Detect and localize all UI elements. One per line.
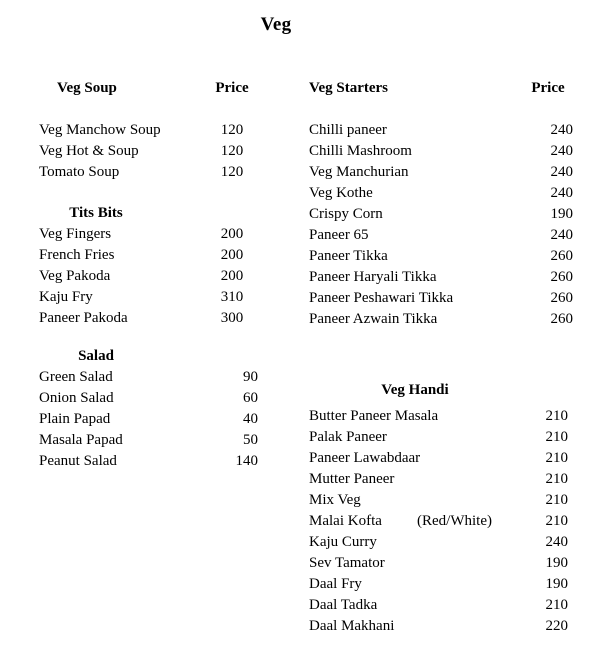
- menu-item-price: 210: [545, 429, 568, 445]
- menu-item-row: [300, 576, 600, 597]
- menu-item-row: [300, 534, 600, 555]
- menu-item-price: 200: [220, 247, 244, 263]
- section-heading-label: Veg Starters: [309, 80, 389, 96]
- section-heading-label: Salad: [78, 348, 114, 364]
- menu-item-name: Chilli paneer: [309, 122, 387, 138]
- menu-item-list: [0, 369, 300, 474]
- menu-item-note: (Red/White): [417, 513, 492, 529]
- menu-item-price: 240: [550, 185, 573, 201]
- menu-item-row: [300, 185, 600, 206]
- section-heading-tits-bits: [0, 205, 300, 226]
- menu-item-row: [0, 122, 300, 143]
- menu-item-price: 120: [220, 143, 244, 159]
- menu-item-price: 210: [545, 408, 568, 424]
- menu-item-price: 310: [220, 289, 244, 305]
- menu-item-list: [0, 122, 300, 185]
- menu-item-name: Mix Veg: [309, 492, 361, 508]
- menu-item-row: [300, 290, 600, 311]
- menu-item-name: Chilli Mashroom: [309, 143, 412, 159]
- menu-section-veg-starters: [300, 80, 600, 327]
- menu-item-price: 210: [545, 492, 568, 508]
- menu-item-row: [0, 289, 300, 310]
- menu-section-salad: [0, 348, 300, 469]
- menu-item-price: 190: [545, 555, 568, 571]
- menu-item-price: 140: [235, 453, 258, 469]
- menu-item-name: Daal Fry: [309, 576, 362, 592]
- menu-item-price: 240: [550, 227, 573, 243]
- menu-item-price: 210: [545, 471, 568, 487]
- menu-item-name: Paneer Haryali Tikka: [309, 269, 437, 285]
- menu-item-list: [0, 226, 300, 331]
- menu-item-price: 120: [220, 164, 244, 180]
- menu-item-price: 300: [220, 310, 244, 326]
- menu-item-row: [0, 268, 300, 289]
- menu-item-name: Green Salad: [39, 369, 113, 385]
- section-price-header: Price: [531, 80, 565, 96]
- section-heading-label: Veg Handi: [381, 382, 449, 398]
- menu-item-price: 260: [550, 248, 573, 264]
- section-price-header: Price: [215, 80, 249, 96]
- menu-item-row: [300, 143, 600, 164]
- menu-item-list: [300, 122, 600, 332]
- menu-item-row: [0, 411, 300, 432]
- menu-item-name: Veg Hot & Soup: [39, 143, 139, 159]
- menu-item-name: Butter Paneer Masala: [309, 408, 439, 424]
- menu-item-row: [0, 247, 300, 268]
- menu-item-price: 220: [545, 618, 568, 634]
- menu-item-price: 260: [550, 290, 573, 306]
- menu-item-row: [300, 492, 600, 513]
- menu-item-row: [300, 122, 600, 143]
- section-heading-label: Tits Bits: [69, 205, 123, 221]
- menu-item-row: [300, 555, 600, 576]
- menu-item-name: Crispy Corn: [309, 206, 383, 222]
- menu-item-price: 40: [243, 411, 258, 427]
- menu-item-name: Plain Papad: [39, 411, 111, 427]
- menu-item-row: [0, 164, 300, 185]
- menu-item-price: 50: [243, 432, 258, 448]
- menu-item-row: [300, 227, 600, 248]
- menu-item-name: Sev Tamator: [309, 555, 385, 571]
- menu-item-name: Veg Manchow Soup: [39, 122, 161, 138]
- menu-item-name: Kaju Curry: [309, 534, 377, 550]
- menu-item-price: 240: [550, 143, 573, 159]
- menu-section-veg-soup: [0, 80, 300, 180]
- menu-item-row: [0, 453, 300, 474]
- menu-item-price: 60: [243, 390, 258, 406]
- menu-item-name: Kaju Fry: [39, 289, 93, 305]
- menu-item-row: [300, 164, 600, 185]
- menu-item-price: 240: [545, 534, 568, 550]
- section-heading-veg-handi: [300, 382, 600, 403]
- menu-item-row: [300, 450, 600, 471]
- menu-item-row: [0, 390, 300, 411]
- menu-item-price: 210: [545, 450, 568, 466]
- menu-item-row: [300, 408, 600, 429]
- menu-item-price: 210: [545, 597, 568, 613]
- menu-item-row: [300, 206, 600, 227]
- menu-item-price: 190: [545, 576, 568, 592]
- menu-section-veg-handi: [300, 382, 600, 634]
- menu-item-price: 240: [550, 164, 573, 180]
- section-heading-veg-soup: [0, 80, 300, 101]
- menu-item-row: [0, 310, 300, 331]
- menu-item-name: Onion Salad: [39, 390, 114, 406]
- menu-item-name: Veg Fingers: [39, 226, 112, 242]
- menu-item-row: [300, 597, 600, 618]
- menu-item-row: [0, 143, 300, 164]
- menu-item-name: Palak Paneer: [309, 429, 387, 445]
- menu-item-name: Mutter Paneer: [309, 471, 395, 487]
- menu-item-name: Paneer Azwain Tikka: [309, 311, 438, 327]
- menu-item-row: [0, 226, 300, 247]
- menu-item-name: Daal Makhani: [309, 618, 395, 634]
- menu-item-row: [300, 429, 600, 450]
- menu-item-row: [0, 369, 300, 390]
- menu-item-name: Paneer 65: [309, 227, 369, 243]
- menu-item-row: [300, 471, 600, 492]
- menu-item-price: 90: [243, 369, 258, 385]
- menu-item-price: 200: [220, 226, 244, 242]
- section-heading-veg-starters: [300, 80, 600, 101]
- menu-item-price: 260: [550, 269, 573, 285]
- menu-item-list: [300, 408, 600, 639]
- menu-item-name: Paneer Lawabdaar: [309, 450, 421, 466]
- menu-item-name: Daal Tadka: [309, 597, 378, 613]
- menu-item-row: [300, 513, 600, 534]
- menu-item-row: [300, 618, 600, 639]
- menu-item-name: Veg Pakoda: [39, 268, 111, 284]
- menu-item-row: [0, 432, 300, 453]
- menu-item-price: 200: [220, 268, 244, 284]
- menu-item-price: 190: [550, 206, 573, 222]
- menu-item-name: Paneer Tikka: [309, 248, 388, 264]
- menu-item-price: 260: [550, 311, 573, 327]
- menu-item-name: Paneer Pakoda: [39, 310, 128, 326]
- menu-item-name: Tomato Soup: [39, 164, 120, 180]
- page-title: Veg: [260, 14, 292, 35]
- menu-item-name: Peanut Salad: [39, 453, 117, 469]
- menu-item-name: Masala Papad: [39, 432, 123, 448]
- menu-section-tits-bits: [0, 205, 300, 326]
- menu-item-row: [300, 311, 600, 332]
- section-heading-label: Veg Soup: [57, 80, 117, 96]
- menu-item-row: [300, 269, 600, 290]
- menu-item-price: 120: [220, 122, 244, 138]
- menu-item-name: Paneer Peshawari Tikka: [309, 290, 454, 306]
- menu-item-name: Malai Kofta: [309, 513, 382, 529]
- menu-item-row: [300, 248, 600, 269]
- menu-item-name: French Fries: [39, 247, 115, 263]
- menu-item-price: 210: [545, 513, 568, 529]
- menu-item-price: 240: [550, 122, 573, 138]
- section-heading-salad: [0, 348, 300, 369]
- menu-item-name: Veg Kothe: [309, 185, 373, 201]
- menu-item-name: Veg Manchurian: [309, 164, 409, 180]
